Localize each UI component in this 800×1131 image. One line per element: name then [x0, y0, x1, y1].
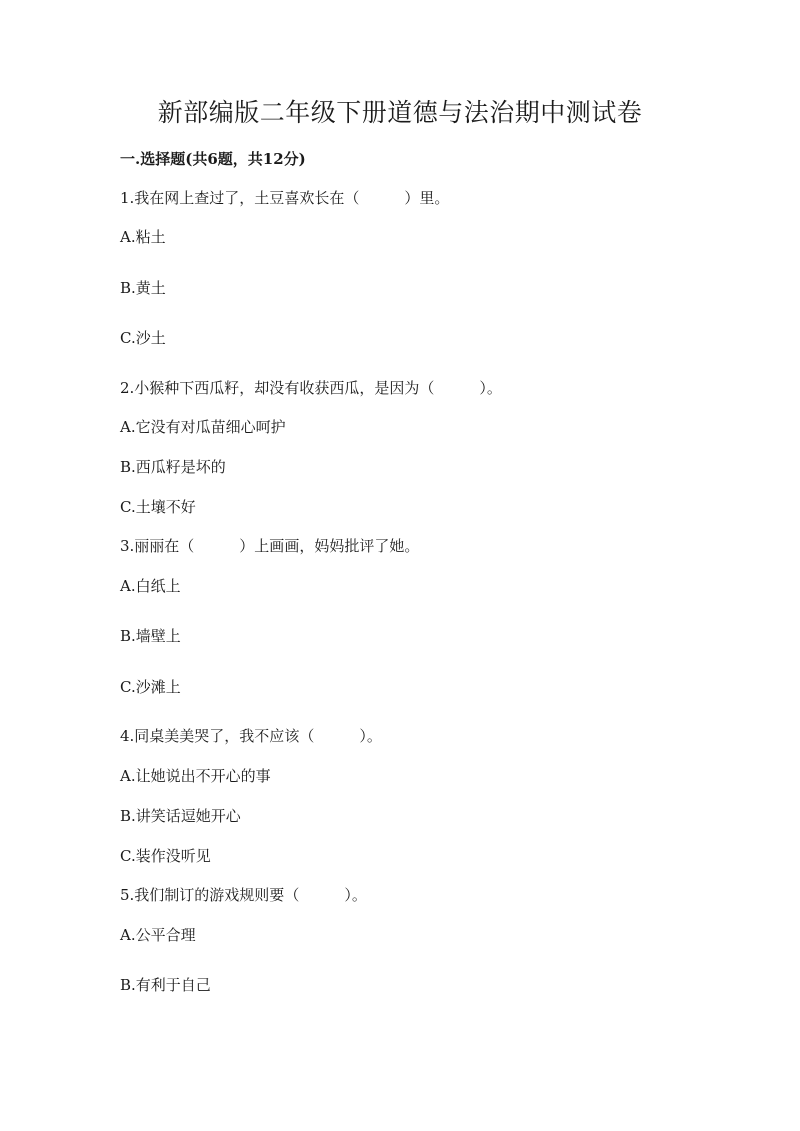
question-1-option-a: A.粘土 [120, 228, 166, 246]
question-4-option-b: B.讲笑话逗她开心 [120, 807, 241, 825]
question-2-option-c: C.土壤不好 [120, 498, 196, 516]
question-5-stem: 5.我们制订的游戏规则要（ ）。 [120, 886, 367, 904]
question-3-option-c: C.沙滩上 [120, 678, 181, 696]
question-1-option-b: B.黄土 [120, 279, 166, 297]
page-title: 新部编版二年级下册道德与法治期中测试卷 [157, 98, 643, 127]
section-heading: 一.选择题(共6题，共12分) [120, 150, 306, 168]
question-2-option-a: A.它没有对瓜苗细心呵护 [120, 418, 286, 436]
question-4-option-c: C.装作没听见 [120, 847, 211, 865]
question-2-stem: 2.小猴种下西瓜籽，却没有收获西瓜，是因为（ ）。 [120, 379, 502, 397]
question-1-option-c: C.沙土 [120, 329, 166, 347]
question-4-stem: 4.同桌美美哭了，我不应该（ ）。 [120, 727, 382, 745]
question-2-option-b: B.西瓜籽是坏的 [120, 458, 226, 476]
question-1-stem: 1.我在网上查过了，土豆喜欢长在（ ）里。 [120, 189, 450, 207]
question-3-option-a: A.白纸上 [120, 577, 181, 595]
question-5-option-a: A.公平合理 [120, 926, 196, 944]
question-4-option-a: A.让她说出不开心的事 [120, 767, 271, 785]
question-3-option-b: B.墙壁上 [120, 627, 181, 645]
question-3-stem: 3.丽丽在（ ）上画画，妈妈批评了她。 [120, 537, 420, 555]
question-5-option-b: B.有利于自己 [120, 976, 211, 994]
